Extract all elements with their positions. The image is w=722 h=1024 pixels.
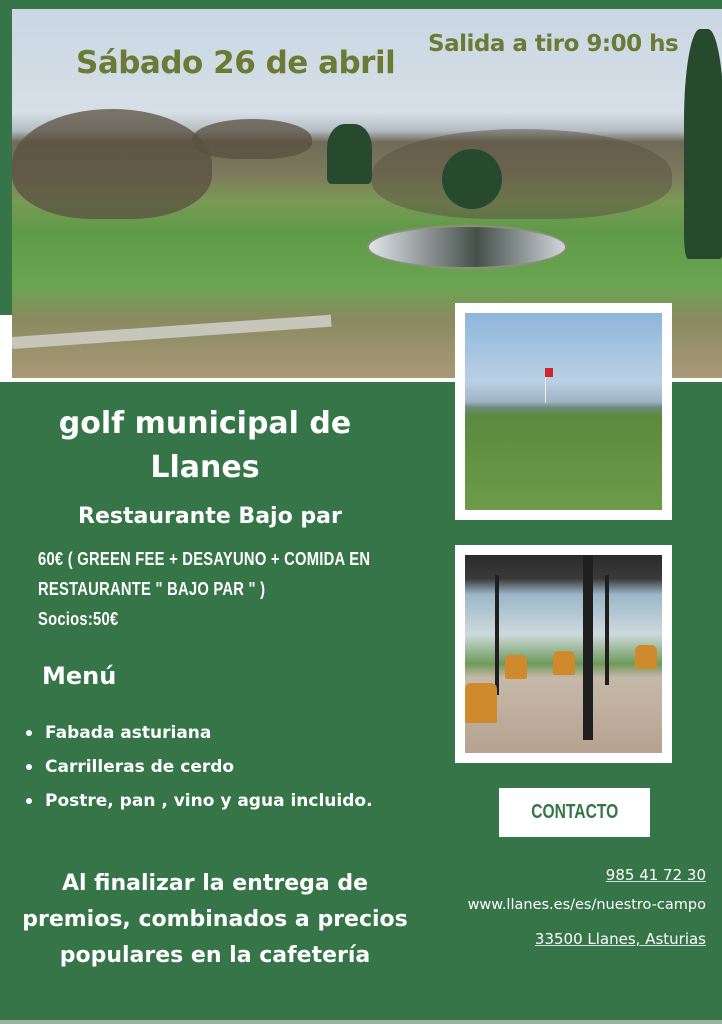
restaurant-photo-frame xyxy=(455,545,672,763)
bullet-icon xyxy=(26,730,32,736)
menu-heading: Menú xyxy=(42,662,117,690)
list-item xyxy=(26,750,373,784)
website-link[interactable]: www.llanes.es/es/nuestro-campo xyxy=(467,897,706,913)
closing-note: Al finalizar la entrega de premios, combinados a precios populares en la cafetería xyxy=(22,871,408,968)
contact-button-label: CONTACTO xyxy=(531,801,618,823)
restaurant-name: Restaurante Bajo par xyxy=(78,504,342,529)
start-time: Salida a tiro 9:00 hs xyxy=(428,31,679,57)
flag-icon xyxy=(545,368,553,377)
bullet-icon xyxy=(26,798,32,804)
left-border xyxy=(0,0,12,315)
bullet-icon xyxy=(26,764,32,770)
price-info xyxy=(38,544,415,634)
list-item xyxy=(26,784,373,818)
green-flag-photo xyxy=(465,313,662,510)
list-item xyxy=(26,716,373,750)
menu-item-label: Postre, pan , vino y agua incluido. xyxy=(45,791,373,811)
menu-item-label: Carrilleras de cerdo xyxy=(45,757,235,777)
members-price: Socios:50€ xyxy=(38,609,119,629)
green-flag-photo-frame xyxy=(455,303,672,520)
menu-item-label: Fabada asturiana xyxy=(45,723,212,743)
menu-list xyxy=(26,716,373,818)
price-line: RESTAURANTE " BAJO PAR " ) xyxy=(38,579,266,599)
address-link[interactable]: 33500 Llanes, Asturias xyxy=(534,930,706,948)
contact-button[interactable] xyxy=(499,788,650,837)
phone-link[interactable]: 985 41 72 30 xyxy=(605,866,706,884)
event-date: Sábado 26 de abril xyxy=(76,45,396,81)
bottom-border xyxy=(0,1020,722,1024)
venue-title: golf municipal de Llanes xyxy=(58,406,352,485)
restaurant-photo xyxy=(465,555,662,753)
price-line: 60€ ( GREEN FEE + DESAYUNO + COMIDA EN xyxy=(38,549,371,569)
